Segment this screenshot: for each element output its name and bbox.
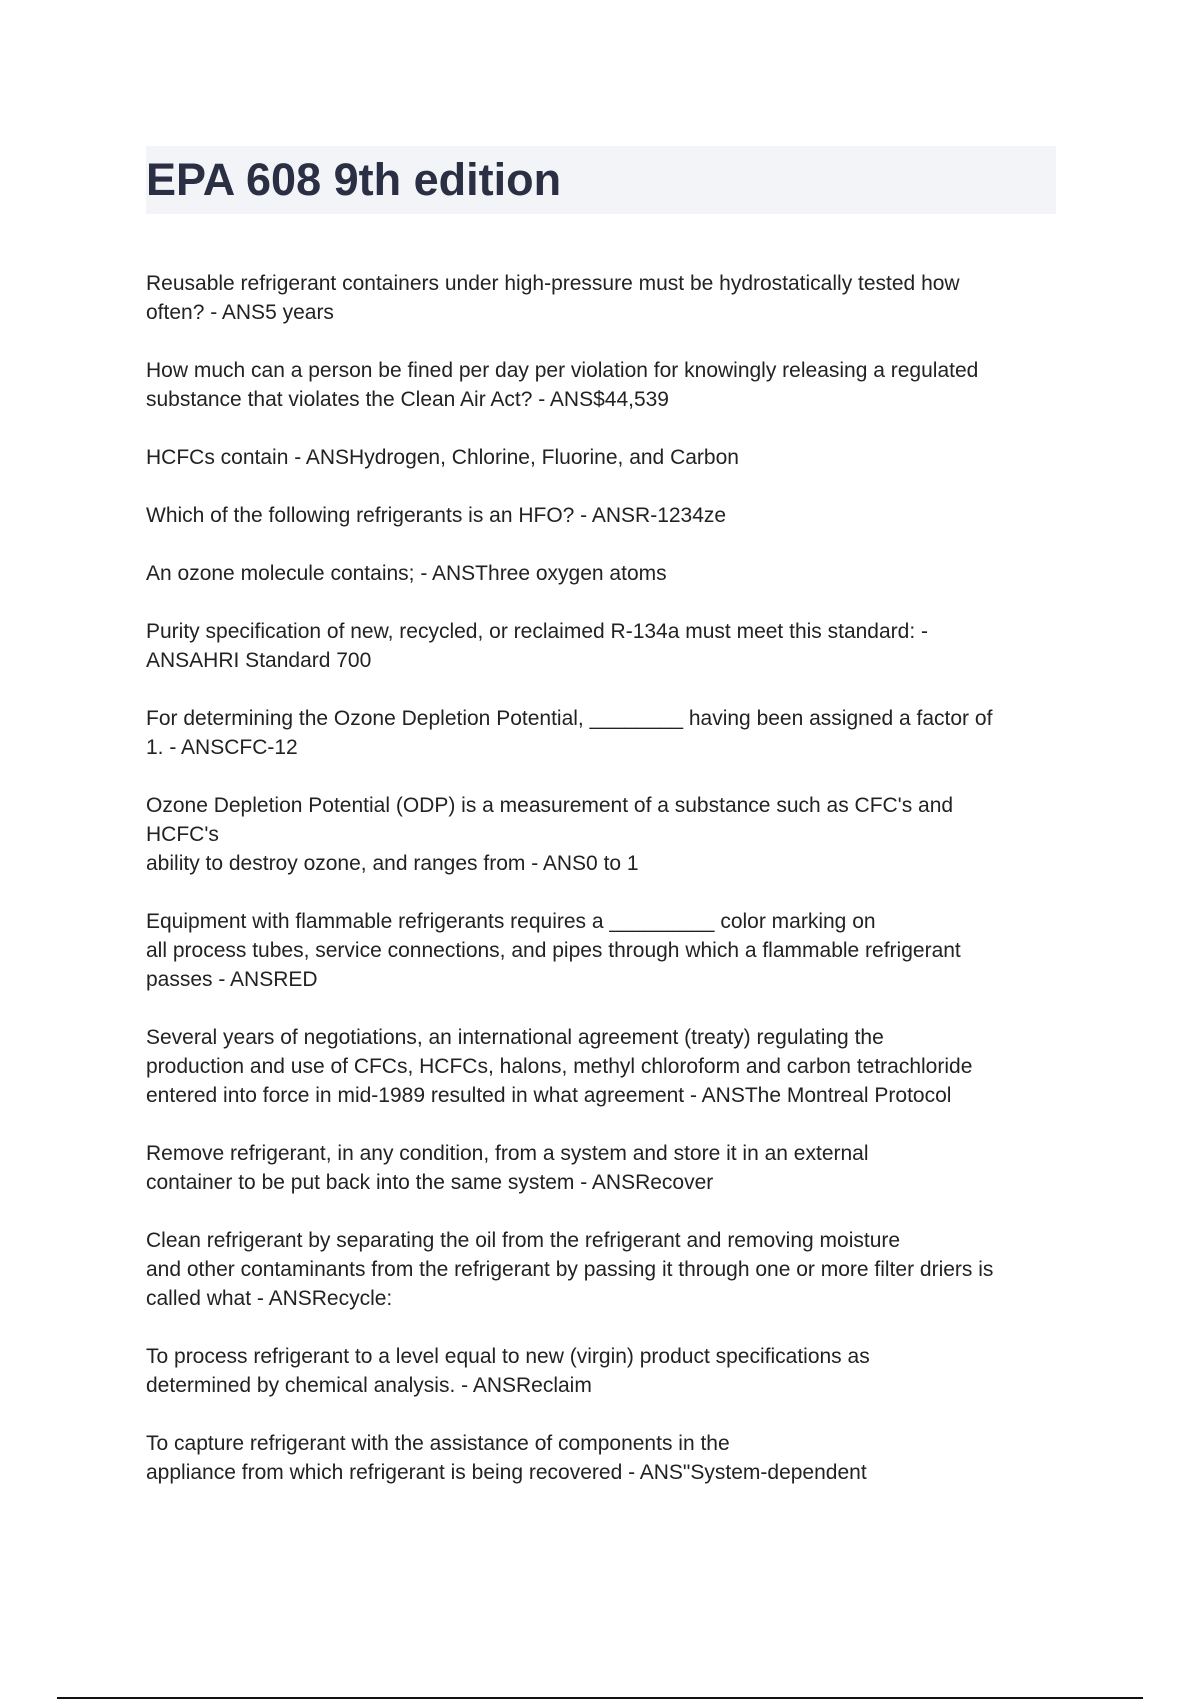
qa-item: Reusable refrigerant containers under high-pressure must be hydrostatically tested how often? - ANS5 years <box>146 272 960 324</box>
qa-list <box>146 269 1046 1516</box>
qa-item: Which of the following refrigerants is an HFO? - ANSR-1234ze <box>146 504 727 527</box>
footer-divider <box>57 1697 1143 1699</box>
page-title: EPA 608 9th edition <box>146 154 562 205</box>
qa-item: Purity specification of new, recycled, or reclaimed R-134a must meet this standard: - ANSAHRI Standard 700 <box>146 620 929 672</box>
qa-item: Several years of negotiations, an international agreement (treaty) regulating the production and use of CFCs, HCFCs, halons, methyl chloroform and carbon tetrachloride entered into force in mid-1989 resulted in what agreement - ANSThe Montreal Protocol <box>146 1026 973 1107</box>
qa-item: Ozone Depletion Potential (ODP) is a measurement of a substance such as CFC's and HCFC's ability to destroy ozone, and ranges from - ANS0 to 1 <box>146 794 954 875</box>
qa-item: For determining the Ozone Depletion Potential, ________ having been assigned a factor of 1. - ANSCFC-12 <box>146 707 993 759</box>
qa-item: Equipment with flammable refrigerants requires a _________ color marking on all process tubes, service connections, and pipes through which a flammable refrigerant passes - ANSRED <box>146 910 961 991</box>
title-band <box>146 146 1056 214</box>
qa-item: HCFCs contain - ANSHydrogen, Chlorine, Fluorine, and Carbon <box>146 446 739 469</box>
qa-item: An ozone molecule contains; - ANSThree oxygen atoms <box>146 562 667 585</box>
qa-item: To process refrigerant to a level equal to new (virgin) product specifications as determined by chemical analysis. - ANSReclaim <box>146 1345 870 1397</box>
qa-item: To capture refrigerant with the assistance of components in the appliance from which refrigerant is being recovered - ANS"System-dependent <box>146 1432 867 1484</box>
qa-item: Clean refrigerant by separating the oil from the refrigerant and removing moisture and other contaminants from the refrigerant by passing it through one or more filter driers is called what - ANSRecycle: <box>146 1229 994 1310</box>
qa-item: How much can a person be fined per day per violation for knowingly releasing a regulated substance that violates the Clean Air Act? - ANS$44,539 <box>146 359 979 411</box>
qa-item: Remove refrigerant, in any condition, from a system and store it in an external container to be put back into the same system - ANSRecover <box>146 1142 869 1194</box>
